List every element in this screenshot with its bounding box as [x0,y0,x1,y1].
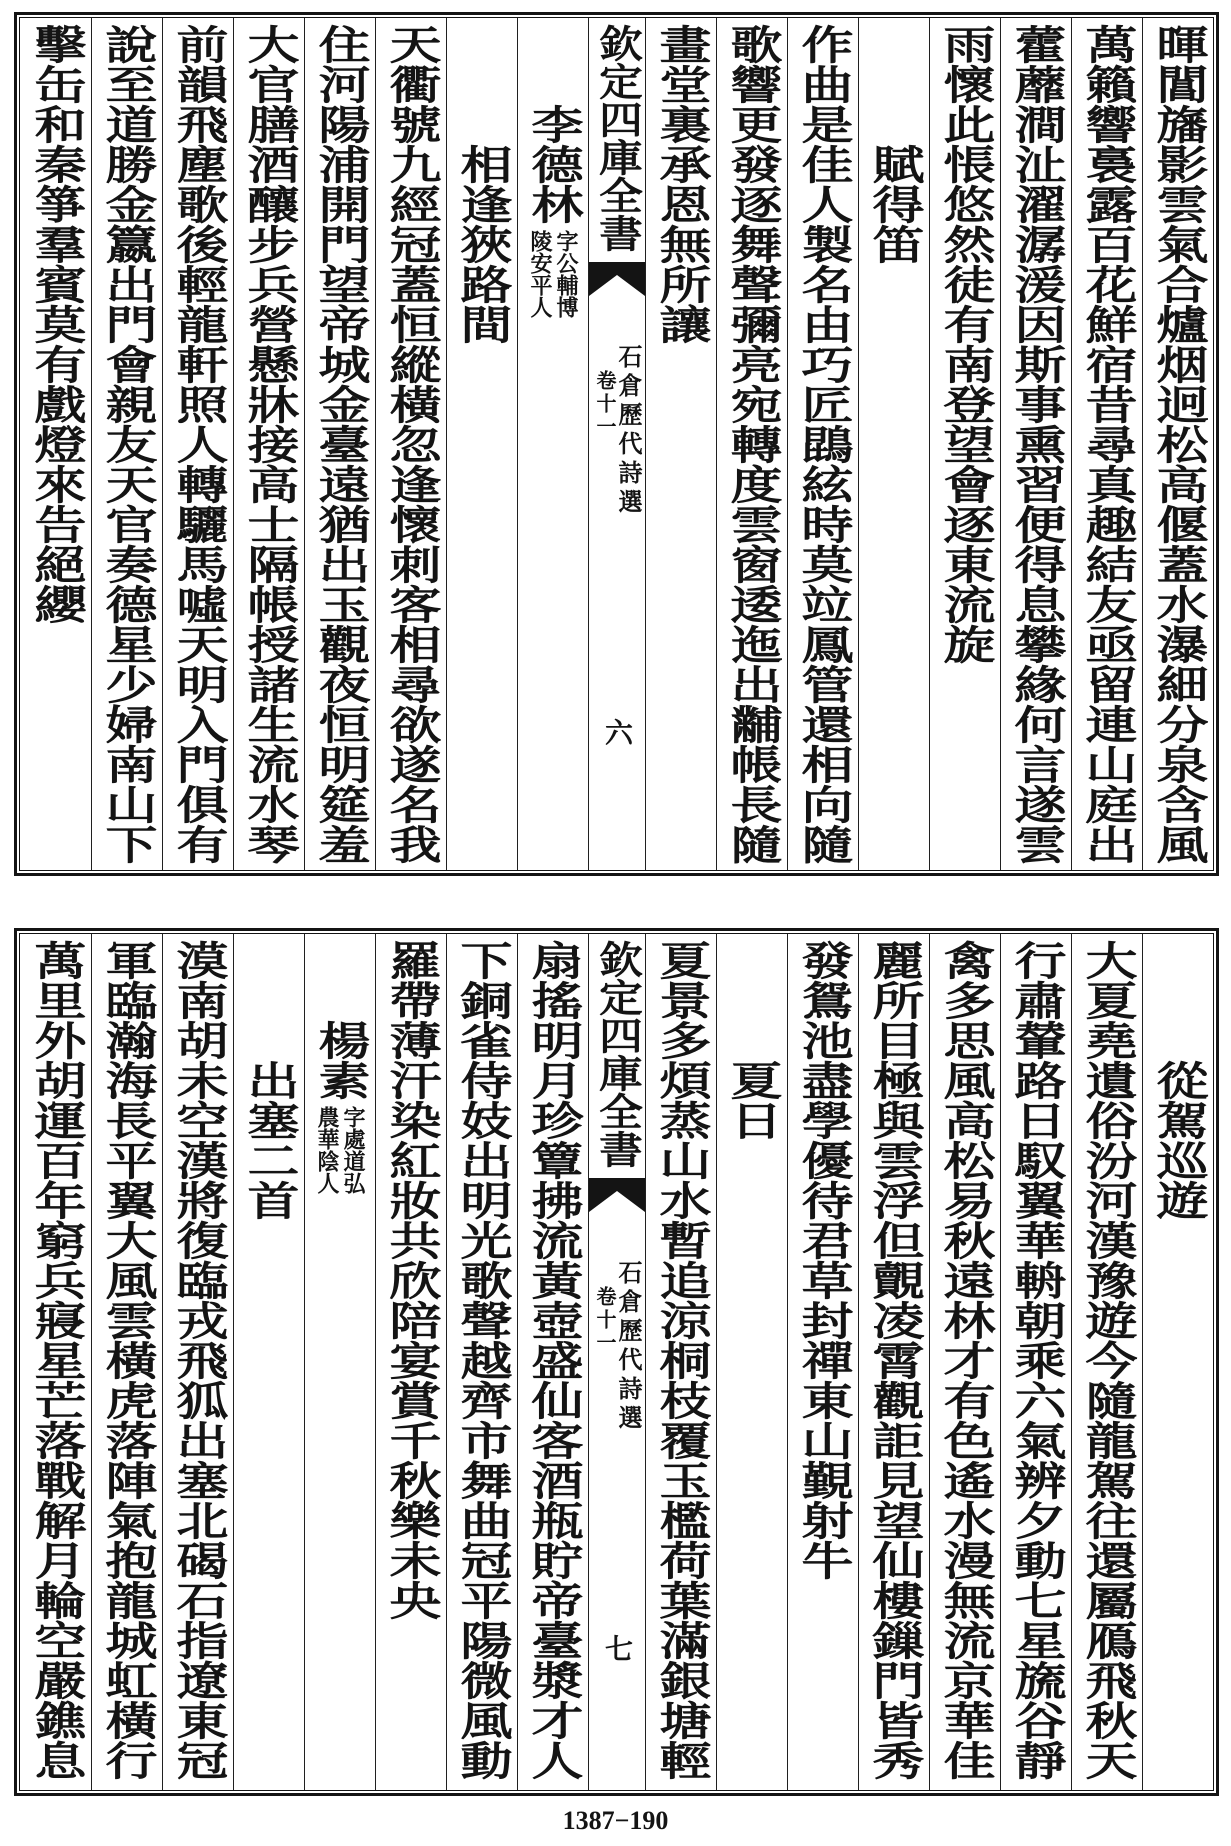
column-text: 藿蘼澗沚濯潺湲因斯事熏習便得息攀緣何言遂雲 [1006,24,1068,864]
text-column [1142,18,1213,870]
text-column [375,934,446,1790]
text-column [1000,934,1071,1790]
leaf-columns [19,17,1214,871]
text-column [787,18,858,870]
column-text: 歌響更發逐舞聲彌亮宛轉度雲窗逶迤出黼帳長隨 [722,24,784,864]
column-text: 行肅輦路日馭翼華輈朝乘六氣辨夕動七星旒谷靜 [1006,940,1068,1780]
text-column [162,934,233,1790]
poem-title: 出塞二首 [239,1060,301,1220]
column-text: 漠南胡未空漢將復臨戎飛狐出塞北碣石指遼東冠 [168,940,230,1780]
fold-series-title: 欽定四庫全書 [591,24,644,252]
author-note [527,230,579,318]
column-text: 畫堂裏承恩無所讓 [651,24,713,344]
column-text: 天衢號九經冠蓋恒縱橫忽逢懷刺客相尋欲遂名我 [381,24,443,864]
text-column [787,934,858,1790]
leaf-columns [19,933,1214,1791]
author-column [304,934,375,1790]
poem-title-column [1142,934,1213,1790]
column-text: 扇搖明月珍簟拂流黃壺盛仙客酒瓶貯帝臺漿才人 [523,940,585,1780]
poem-title-column [858,18,929,870]
text-column [20,18,91,870]
text-column [645,18,716,870]
column-text: 夏景多煩蒸山水暫追涼桐枝覆玉檻荷葉滿銀塘輕 [651,940,713,1780]
text-column [446,934,517,1790]
author-column [517,18,588,870]
text-column [91,18,162,870]
poem-title: 相逢狹路間 [452,144,514,344]
fold-note [593,1260,643,1434]
leaf-frame-bottom [14,928,1219,1796]
fishtail-mark [589,262,645,296]
poem-title-column [446,18,517,870]
column-text: 麗所目極與雲浮但覿凌霄觀詎見望仙樓鏁門皆秀 [864,940,926,1780]
poem-title: 從駕巡遊 [1148,1060,1210,1220]
author-name: 楊素 [310,1020,372,1100]
column-text: 作曲是佳人製名由巧匠鵾絃時莫竝鳳管還相向隨 [793,24,855,864]
column-text: 下銅雀侍妓出明光歌聲越齊市舞曲冠平陽微風動 [452,940,514,1780]
column-text: 發鴛池盡學優待君草封禪東山覲射牛 [793,940,855,1580]
column-text: 住河陽浦開門望帝城金臺遠猶出玉觀夜恒明筵羞 [310,24,372,864]
fold-note [593,344,643,518]
poem-title: 賦得笛 [864,144,926,264]
author-name: 李德林 [523,104,585,224]
text-column [517,934,588,1790]
poem-title-column [716,934,787,1790]
text-column [162,18,233,870]
column-text: 暉閶旛影雲氣合爐烟迥松高偃蓋水瀑細分泉含風 [1148,24,1210,864]
column-text: 說至道勝金籝出門會親友天官奏德星少婦南山下 [97,24,159,864]
text-column [858,934,929,1790]
text-column [20,934,91,1790]
text-column [716,18,787,870]
column-text: 萬里外胡運百年窮兵寢星芒落戰解月輪空嚴鐎息 [25,940,87,1780]
text-column [1071,18,1142,870]
fold-volume: 卷十一 [593,370,617,439]
poem-title-column [233,934,304,1790]
column-text: 萬籟響裛露百花鮮宿昔尋真趣結友亟留連山庭出 [1077,24,1139,864]
text-column [1071,934,1142,1790]
note-line: 字公輔博 [553,230,579,318]
column-text: 前韻飛塵歌後輕龍軒照人轉驪馬噓天明入門俱有 [168,24,230,864]
column-text: 禽多思風高松易秋遠林才有色遙水漫無流京華佳 [935,940,997,1780]
text-column [1000,18,1071,870]
fishtail-mark [589,1178,645,1212]
fold-column [588,18,645,870]
author-note [314,1106,366,1194]
fold-column [588,934,645,1790]
column-text: 軍臨瀚海長平翼大風雲橫虎落陣氣抱龍城虹橫行 [97,940,159,1780]
column-text: 大夏堯遺俗汾河漢豫遊今隨龍駕往還屬鴈飛秋天 [1077,940,1139,1780]
column-text: 雨懷此悵悠然徒有南登望會逐東流旋 [935,24,997,664]
page-code: 1387−190 [562,1806,669,1835]
fold-series-title: 欽定四庫全書 [591,940,644,1168]
text-column [375,18,446,870]
fold-leaf-number: 七 [601,1634,634,1662]
fold-book-title: 石倉歷代詩選 [614,344,643,518]
poem-title: 夏日 [722,1060,784,1140]
fold-volume: 卷十一 [593,1286,617,1355]
fold-leaf-number: 六 [601,718,634,746]
text-column [929,934,1000,1790]
note-line: 陵安平人 [527,230,553,318]
column-text: 羅帶薄汗染紅妝共欣陪宴賞千秋樂未央 [381,940,443,1620]
text-column [233,18,304,870]
text-column [929,18,1000,870]
column-text: 擊缶和秦箏羣賓莫有戲燈來告絕纓 [25,24,87,624]
note-line: 農華陰人 [314,1106,340,1194]
text-column [304,18,375,870]
note-line: 字處道弘 [340,1106,366,1194]
column-text: 大官膳酒釀步兵營懸牀接高士隔帳授諸生流水琴 [239,24,301,864]
fold-book-title: 石倉歷代詩選 [614,1260,643,1434]
text-column [91,934,162,1790]
text-column [645,934,716,1790]
leaf-frame-top [14,12,1219,876]
